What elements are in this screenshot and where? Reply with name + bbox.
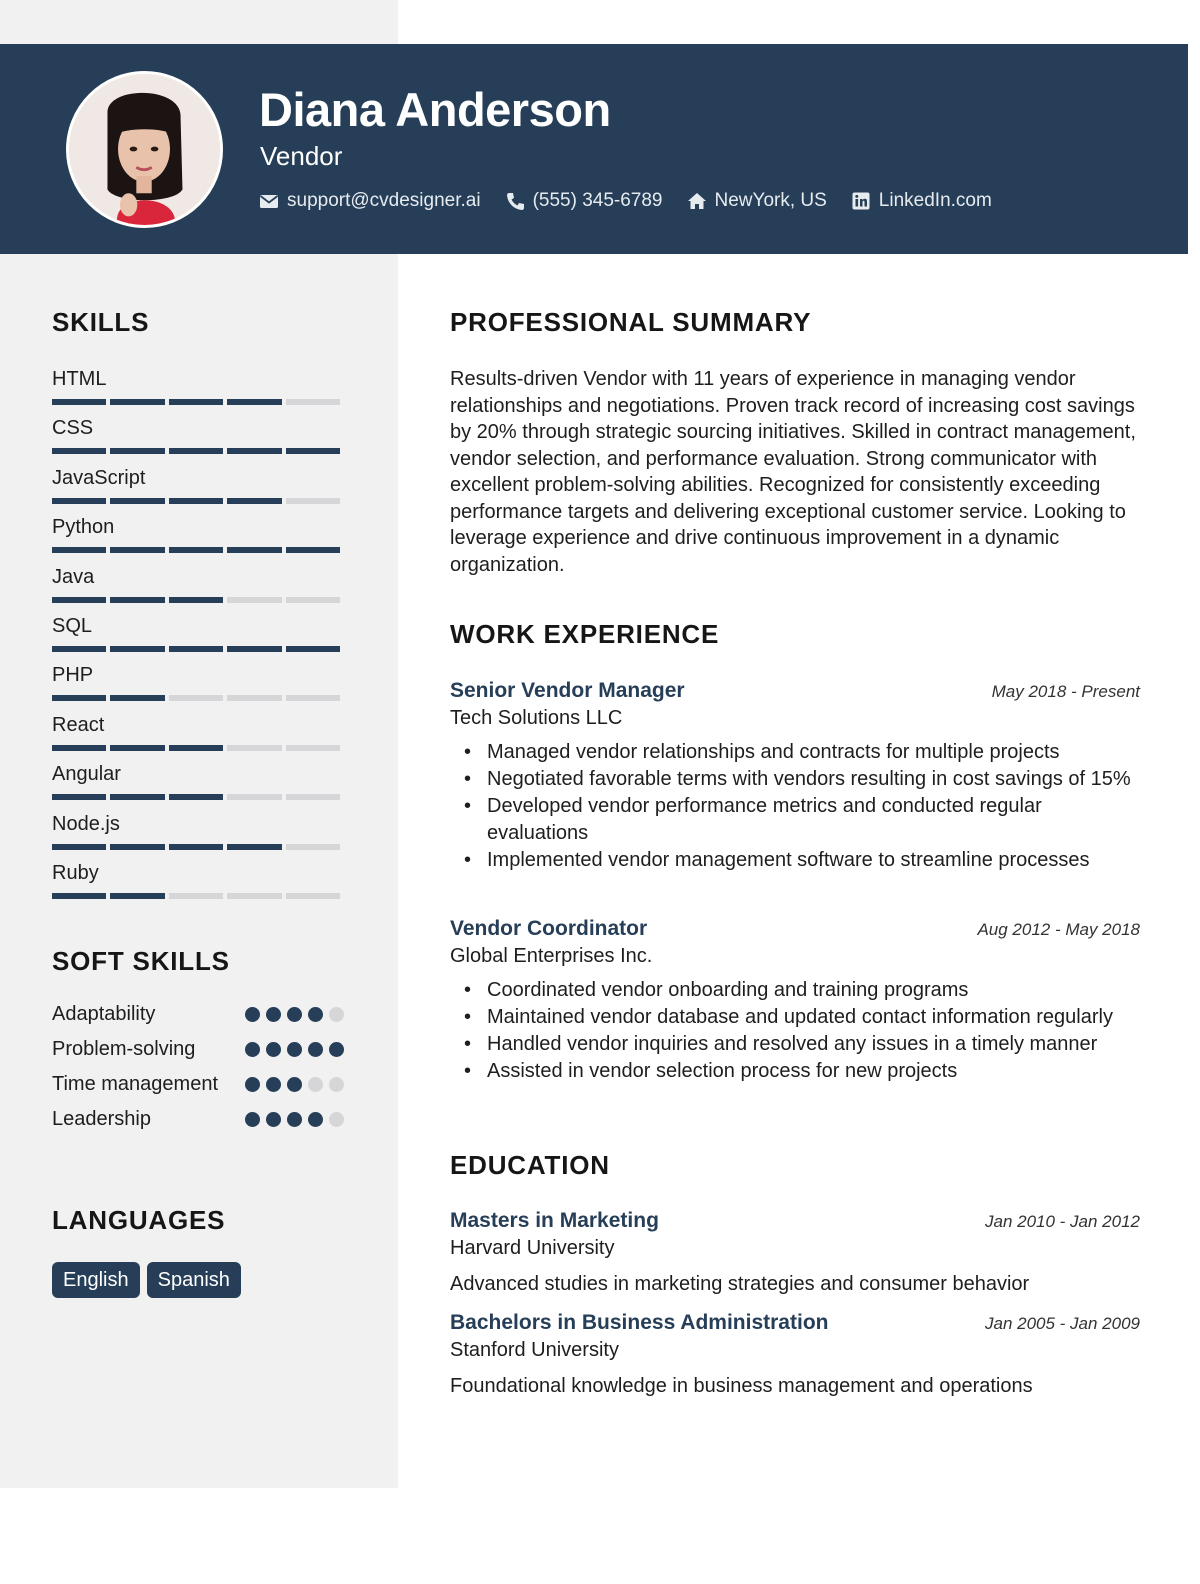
education-description: Foundational knowledge in business management and operations	[450, 1375, 1033, 1397]
skill-level-bar	[52, 745, 344, 751]
education-dates: Jan 2005 - Jan 2009	[984, 1314, 1140, 1333]
rating-dot-filled	[245, 1042, 260, 1057]
rating-dot-empty	[308, 1077, 323, 1092]
skill-segment-filled	[169, 498, 223, 504]
skill-name: JavaScript	[52, 466, 146, 489]
school-name: Stanford University	[450, 1339, 619, 1361]
avatar	[66, 71, 223, 228]
soft-skill-name: Time management	[52, 1073, 218, 1095]
skill-segment-empty	[227, 893, 281, 899]
skill-name: Angular	[52, 763, 121, 786]
skill-segment-empty	[227, 794, 281, 800]
soft-skill-name: Problem-solving	[52, 1038, 196, 1060]
skill-segment-empty	[227, 745, 281, 751]
job-bullet: • Implemented vendor management software to streamline processes	[450, 847, 1140, 874]
skill-segment-filled	[52, 498, 106, 504]
skill-segment-filled	[52, 646, 106, 652]
skill-name: HTML	[52, 368, 107, 390]
soft-skill-item	[52, 1035, 344, 1064]
home-icon	[687, 191, 707, 211]
skill-item	[52, 465, 344, 514]
skill-segment-filled	[52, 399, 106, 405]
job-entry	[450, 915, 1140, 1085]
contact-location	[687, 190, 827, 212]
rating-dot-filled	[245, 1112, 260, 1127]
skill-name: SQL	[52, 614, 93, 637]
job-bullet: • Coordinated vendor onboarding and training programs	[450, 977, 1140, 1004]
skill-segment-empty	[286, 745, 340, 751]
skill-level-bar	[52, 695, 344, 701]
skill-segment-filled	[169, 794, 223, 800]
degree-title: Masters in Marketing	[450, 1209, 659, 1232]
skill-segment-filled	[227, 547, 281, 553]
soft-skill-rating	[239, 1007, 344, 1022]
job-bullet: • Assisted in vendor selection process for new projects	[450, 1058, 1140, 1085]
job-bullet: • Handled vendor inquiries and resolved any issues in a timely manner	[450, 1031, 1140, 1058]
skill-segment-filled	[169, 844, 223, 850]
skill-segment-filled	[169, 597, 223, 603]
skill-segment-empty	[169, 695, 223, 701]
skill-segment-filled	[52, 597, 106, 603]
rating-dot-filled	[329, 1042, 344, 1057]
skill-segment-filled	[227, 646, 281, 652]
soft-skill-item	[52, 1105, 344, 1134]
contact-email[interactable]	[259, 190, 481, 212]
skill-segment-filled	[52, 893, 106, 899]
job-bullet: • Negotiated favorable terms with vendors resulting in cost savings of 15%	[450, 766, 1140, 793]
job-dates: May 2018 - Present	[991, 682, 1140, 701]
rating-dot-empty	[329, 1112, 344, 1127]
rating-dot-filled	[266, 1112, 281, 1127]
skill-segment-filled	[169, 399, 223, 405]
skill-segment-filled	[169, 448, 223, 454]
contact-location-text: NewYork, US	[714, 190, 827, 211]
skill-item	[52, 415, 344, 464]
candidate-name: Diana Anderson	[259, 83, 611, 136]
skill-segment-filled	[169, 745, 223, 751]
soft-skill-rating	[239, 1112, 344, 1127]
skill-segment-filled	[286, 547, 340, 553]
skill-segment-filled	[169, 646, 223, 652]
skill-level-bar	[52, 597, 344, 603]
phone-icon	[505, 191, 525, 211]
soft-skill-rating	[239, 1042, 344, 1057]
skill-segment-filled	[169, 547, 223, 553]
skill-level-bar	[52, 844, 344, 850]
rating-dot-empty	[329, 1007, 344, 1022]
soft-skills-heading: SOFT SKILLS	[52, 946, 230, 976]
education-description: Advanced studies in marketing strategies and consumer behavior	[450, 1273, 1030, 1295]
job-title: Vendor Coordinator	[450, 917, 648, 940]
skills-list	[52, 366, 344, 909]
job-dates: Aug 2012 - May 2018	[977, 920, 1140, 939]
rating-dot-filled	[266, 1042, 281, 1057]
language-badge: English	[52, 1262, 140, 1298]
skill-segment-filled	[110, 745, 164, 751]
skill-item	[52, 761, 344, 810]
soft-skill-name: Leadership	[52, 1108, 151, 1130]
skill-segment-empty	[286, 399, 340, 405]
job-entry	[450, 677, 1140, 874]
soft-skill-rating	[239, 1077, 344, 1092]
linkedin-icon	[851, 191, 871, 211]
skill-segment-empty	[286, 794, 340, 800]
skill-segment-filled	[110, 498, 164, 504]
resume-header	[0, 44, 1188, 254]
job-bullets	[450, 977, 1140, 1085]
skill-item	[52, 514, 344, 563]
rating-dot-filled	[245, 1007, 260, 1022]
rating-dot-filled	[287, 1077, 302, 1092]
skill-segment-filled	[227, 448, 281, 454]
skill-level-bar	[52, 547, 344, 553]
skill-segment-empty	[286, 844, 340, 850]
rating-dot-filled	[266, 1077, 281, 1092]
rating-dot-empty	[329, 1077, 344, 1092]
rating-dot-filled	[308, 1007, 323, 1022]
skill-level-bar	[52, 794, 344, 800]
contact-phone[interactable]	[505, 190, 663, 212]
job-bullet: • Developed vendor performance metrics and conducted regular evaluations	[450, 793, 1140, 847]
rating-dot-filled	[287, 1042, 302, 1057]
skill-item	[52, 811, 344, 860]
skill-name: CSS	[52, 417, 94, 440]
skill-segment-filled	[227, 498, 281, 504]
skill-segment-filled	[52, 695, 106, 701]
skill-name: React	[52, 713, 105, 736]
soft-skills-list	[52, 1000, 344, 1140]
skill-name: Ruby	[52, 861, 99, 884]
education-entry	[450, 1207, 1140, 1297]
school-name: Harvard University	[450, 1237, 615, 1259]
education-heading: EDUCATION	[450, 1150, 610, 1180]
contact-phone-text: (555) 345-6789	[532, 190, 663, 211]
skill-item	[52, 860, 344, 909]
rating-dot-filled	[308, 1042, 323, 1057]
languages-list	[52, 1262, 248, 1298]
contact-bar	[259, 190, 1016, 212]
skill-segment-filled	[110, 844, 164, 850]
skill-item	[52, 613, 344, 662]
contact-linkedin[interactable]	[851, 190, 992, 212]
skill-name: Java	[52, 565, 95, 588]
skill-segment-filled	[110, 448, 164, 454]
soft-skill-name: Adaptability	[52, 1003, 156, 1025]
rating-dot-filled	[287, 1007, 302, 1022]
skill-segment-filled	[52, 844, 106, 850]
education-entry	[450, 1309, 1140, 1399]
envelope-icon	[259, 191, 279, 211]
job-bullets	[450, 739, 1140, 874]
skill-segment-empty	[227, 695, 281, 701]
skill-segment-filled	[110, 399, 164, 405]
education-dates: Jan 2010 - Jan 2012	[984, 1212, 1140, 1231]
skill-segment-filled	[110, 893, 164, 899]
skill-segment-empty	[286, 498, 340, 504]
job-title: Senior Vendor Manager	[450, 679, 685, 702]
skill-segment-empty	[286, 695, 340, 701]
skills-heading: SKILLS	[52, 307, 150, 337]
summary-heading: PROFESSIONAL SUMMARY	[450, 307, 812, 337]
skill-name: Python	[52, 516, 115, 539]
skill-item	[52, 564, 344, 613]
skill-item	[52, 712, 344, 761]
skill-segment-filled	[110, 646, 164, 652]
skill-name: PHP	[52, 664, 94, 687]
rating-dot-filled	[245, 1077, 260, 1092]
summary-text: Results-driven Vendor with 11 years of experience in managing vendor relationships and negotiations. Proven track record of increasing cost savings by 20% through strategic sourcing initiatives. Skilled in contract management, vendor selection, and performance evaluation. Strong communicator with excellent problem-solving abilities. Recognized for consistently exceeding performance targets and delivering exceptional customer service. Looking to leverage experience and drive continuous improvement in a dynamic organization.	[450, 368, 1136, 576]
rating-dot-filled	[266, 1007, 281, 1022]
experience-heading: WORK EXPERIENCE	[450, 619, 720, 649]
job-bullet: • Managed vendor relationships and contracts for multiple projects	[450, 739, 1140, 766]
skill-segment-filled	[52, 448, 106, 454]
skill-segment-filled	[286, 646, 340, 652]
skill-level-bar	[52, 893, 344, 899]
skill-segment-filled	[52, 745, 106, 751]
skill-name: Node.js	[52, 812, 120, 835]
skill-level-bar	[52, 399, 344, 405]
soft-skill-item	[52, 1070, 344, 1099]
skill-segment-filled	[110, 794, 164, 800]
languages-heading: LANGUAGES	[52, 1205, 226, 1235]
skill-item	[52, 662, 344, 711]
degree-title: Bachelors in Business Administration	[450, 1311, 829, 1334]
skill-level-bar	[52, 498, 344, 504]
contact-email-text: support@cvdesigner.ai	[287, 190, 481, 211]
skill-segment-filled	[52, 547, 106, 553]
skill-segment-filled	[110, 547, 164, 553]
skill-level-bar	[52, 448, 344, 454]
candidate-role: Vendor	[260, 141, 343, 171]
skill-segment-empty	[286, 893, 340, 899]
skill-level-bar	[52, 646, 344, 652]
soft-skill-item	[52, 1000, 344, 1029]
skill-segment-filled	[227, 399, 281, 405]
skill-segment-empty	[227, 597, 281, 603]
skill-segment-filled	[227, 844, 281, 850]
job-bullet: • Maintained vendor database and updated contact information regularly	[450, 1004, 1140, 1031]
skill-segment-filled	[110, 695, 164, 701]
skill-segment-filled	[52, 794, 106, 800]
job-company: Tech Solutions LLC	[450, 707, 623, 729]
portrait-photo	[69, 74, 220, 225]
skill-item	[52, 366, 344, 415]
skill-segment-filled	[110, 597, 164, 603]
language-badge: Spanish	[147, 1262, 241, 1298]
contact-linkedin-text: LinkedIn.com	[878, 190, 992, 211]
job-company: Global Enterprises Inc.	[450, 945, 653, 967]
skill-segment-filled	[286, 448, 340, 454]
rating-dot-filled	[287, 1112, 302, 1127]
rating-dot-filled	[308, 1112, 323, 1127]
skill-segment-empty	[286, 597, 340, 603]
skill-segment-empty	[169, 893, 223, 899]
